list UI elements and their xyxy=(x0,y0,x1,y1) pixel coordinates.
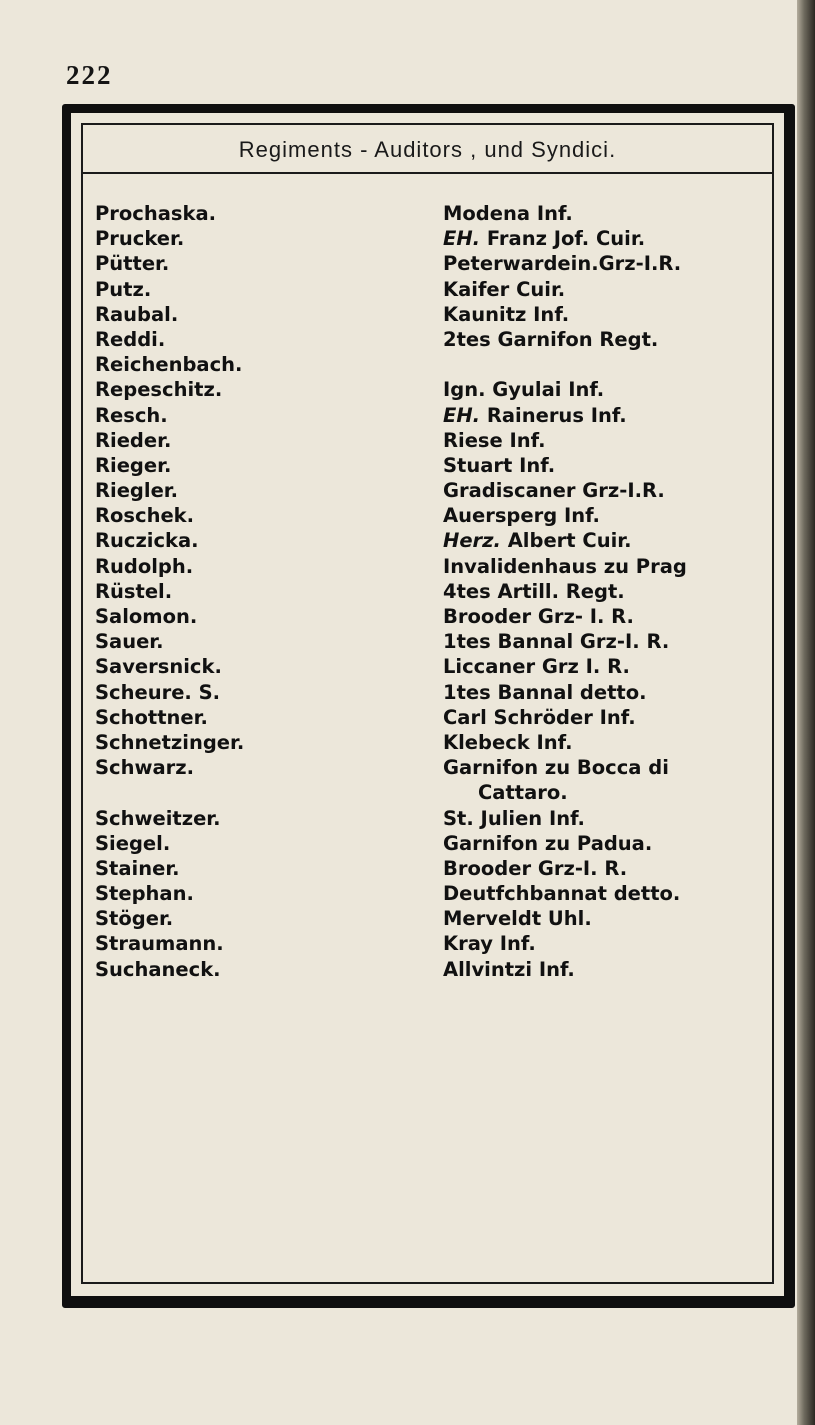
unit-entry xyxy=(443,478,773,503)
unit-entry xyxy=(443,680,773,705)
page-edge xyxy=(797,0,815,1425)
unit-entry-text: Allvintzi Inf. xyxy=(443,957,575,981)
name-entry: Reichenbach. xyxy=(95,353,243,377)
name-entry: Rüstel. xyxy=(95,579,173,603)
unit-entry xyxy=(443,755,773,780)
unit-entry xyxy=(443,654,773,679)
table-frame xyxy=(62,104,795,1308)
unit-entry-text: St. Julien Inf. xyxy=(443,806,585,830)
unit-entry-text: Stuart Inf. xyxy=(443,453,556,477)
heading-rule xyxy=(83,172,772,174)
unit-entry xyxy=(443,831,773,856)
unit-entry xyxy=(443,528,773,553)
unit-entry xyxy=(443,428,773,453)
unit-entry xyxy=(443,806,773,831)
name-entry: Riegler. xyxy=(95,479,179,503)
name-entry: Ruczicka. xyxy=(95,529,199,553)
unit-entry xyxy=(443,251,773,276)
unit-entry xyxy=(443,629,773,654)
unit-entry-text: Ign. Gyulai Inf. xyxy=(443,378,605,402)
unit-entry-text: Invalidenhaus zu Prag xyxy=(443,554,687,578)
unit-entry-continuation: Cattaro. xyxy=(478,781,568,805)
unit-entry-text: Franz Jof. Cuir. xyxy=(480,227,646,251)
name-entry: Saversnick. xyxy=(95,655,222,679)
unit-entry-text: Gradiscaner Grz-I.R. xyxy=(443,479,665,503)
unit-entry xyxy=(443,554,773,579)
name-entry: Repeschitz. xyxy=(95,378,223,402)
unit-entry-text: Klebeck Inf. xyxy=(443,730,573,754)
name-entry: Rieger. xyxy=(95,453,172,477)
name-entry: Stephan. xyxy=(95,882,194,906)
name-entry: Reddi. xyxy=(95,327,166,351)
unit-entry xyxy=(443,201,773,226)
name-entry-spacer xyxy=(95,780,415,805)
names-column xyxy=(95,201,415,982)
name-entry: Roschek. xyxy=(95,504,195,528)
name-entry: Prochaska. xyxy=(95,202,217,225)
unit-entry xyxy=(443,453,773,478)
unit-entry-text: 1tes Bannal detto. xyxy=(443,680,647,704)
unit-entry-text: Brooder Grz-I. R. xyxy=(443,856,628,880)
unit-entry xyxy=(443,327,773,352)
unit-entry xyxy=(443,856,773,881)
name-entry: Siegel. xyxy=(95,831,171,855)
unit-entry xyxy=(443,503,773,528)
name-entry: Stöger. xyxy=(95,907,174,931)
unit-entry-text: Peterwardein.Grz-I.R. xyxy=(443,252,682,276)
unit-entry xyxy=(443,352,773,377)
unit-entry-text: Rainerus Inf. xyxy=(480,403,627,427)
unit-entry-prefix: EH. xyxy=(443,227,481,251)
unit-entry xyxy=(443,881,773,906)
unit-entry-text: Kray Inf. xyxy=(443,932,536,956)
unit-entry-prefix: EH. xyxy=(443,403,481,427)
unit-entry-text: Riese Inf. xyxy=(443,428,546,452)
unit-entry-text: 1tes Bannal Grz-I. R. xyxy=(443,630,670,654)
unit-entry-prefix: Herz. xyxy=(443,529,501,553)
unit-entry-text: Garnifon zu Bocca di xyxy=(443,756,669,780)
unit-entry xyxy=(443,705,773,730)
name-entry: Schwarz. xyxy=(95,756,195,780)
name-entry: Schweitzer. xyxy=(95,806,221,830)
unit-entry xyxy=(443,377,773,402)
name-entry: Sauer. xyxy=(95,630,164,654)
name-entry: Schnetzinger. xyxy=(95,730,245,754)
name-entry: Rieder. xyxy=(95,428,172,452)
units-column xyxy=(443,201,773,982)
name-entry: Rudolph. xyxy=(95,554,194,578)
unit-entry-text: Kaifer Cuir. xyxy=(443,277,566,301)
unit-entry-text: Liccaner Grz I. R. xyxy=(443,655,630,679)
unit-entry-text: Modena Inf. xyxy=(443,202,573,225)
unit-entry-text: Carl Schröder Inf. xyxy=(443,705,636,729)
name-entry: Schottner. xyxy=(95,705,208,729)
name-entry: Resch. xyxy=(95,403,168,427)
unit-entry xyxy=(443,403,773,428)
unit-entry xyxy=(443,931,773,956)
name-entry: Prucker. xyxy=(95,227,185,251)
table-heading: Regiments - Auditors , und Syndici. xyxy=(238,137,617,162)
unit-entry-text: Garnifon zu Padua. xyxy=(443,831,653,855)
unit-entry xyxy=(443,906,773,931)
unit-entry xyxy=(443,277,773,302)
unit-entry-text: Brooder Grz- I. R. xyxy=(443,605,634,628)
name-entry: Stainer. xyxy=(95,856,180,880)
table-inner-border xyxy=(81,123,774,1284)
unit-entry xyxy=(443,957,773,982)
unit-entry xyxy=(443,302,773,327)
unit-entry-text: Albert Cuir. xyxy=(500,529,632,553)
unit-entry-text: Kaunitz Inf. xyxy=(443,302,570,326)
unit-entry-text: 2tes Garnifon Regt. xyxy=(443,327,659,351)
unit-entry-text: Auersperg Inf. xyxy=(443,504,600,528)
name-entry: Raubal. xyxy=(95,302,179,326)
page-number: 222 xyxy=(66,60,113,90)
unit-entry-text: Merveldt Uhl. xyxy=(443,907,592,931)
name-entry: Suchaneck. xyxy=(95,957,221,981)
unit-entry xyxy=(443,604,773,629)
name-entry: Putz. xyxy=(95,277,152,301)
unit-entry xyxy=(443,730,773,755)
unit-entry-text: 4tes Artill. Regt. xyxy=(443,579,625,603)
unit-entry xyxy=(443,226,773,251)
name-entry: Pütter. xyxy=(95,252,170,276)
name-entry: Straumann. xyxy=(95,932,224,956)
name-entry: Scheure. S. xyxy=(95,680,221,704)
unit-entry-text: Deutfchbannat detto. xyxy=(443,882,681,906)
unit-entry xyxy=(443,579,773,604)
name-entry: Salomon. xyxy=(95,605,198,628)
